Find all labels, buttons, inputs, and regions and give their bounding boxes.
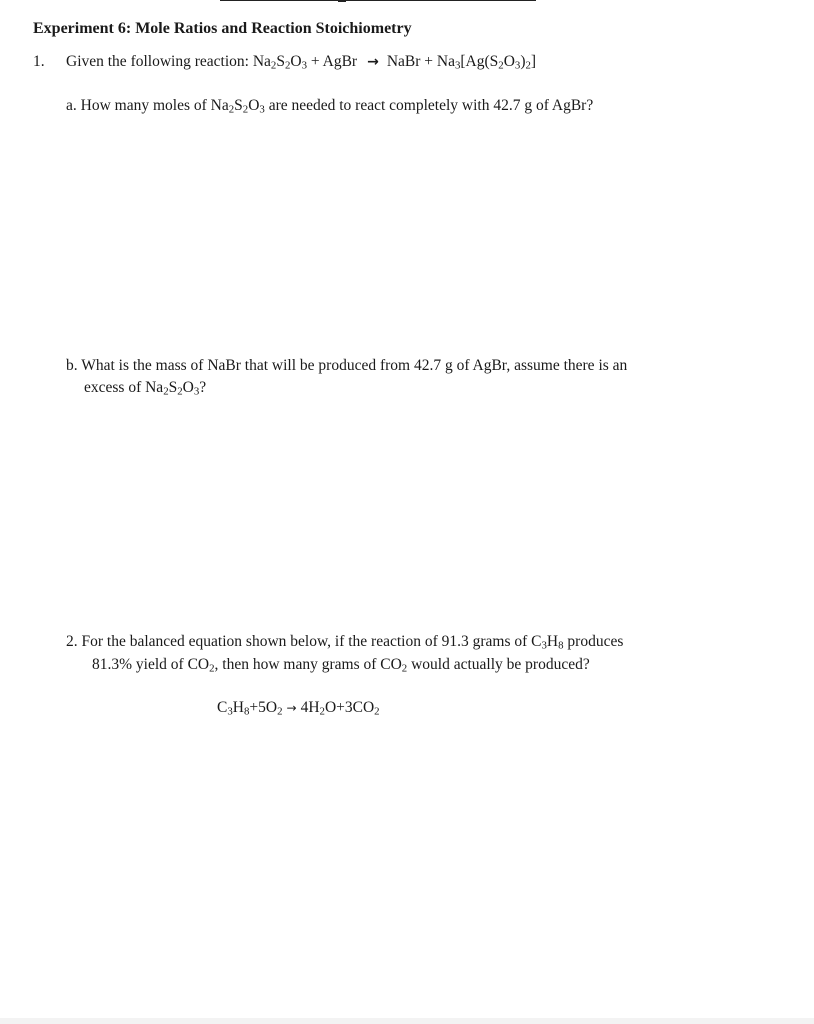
page-title: Experiment 6: Mole Ratios and Reaction Stoichiometry (33, 20, 412, 37)
question-1-number: 1. (33, 53, 45, 70)
top-rule (220, 0, 536, 1)
page-bottom-edge (0, 1018, 814, 1024)
top-rule-mark (338, 0, 346, 2)
question-1b-line-2: excess of $Na_2S_2O_3$? (84, 379, 207, 398)
reaction-arrow-icon: → (367, 54, 379, 70)
question-1-reaction: Given the following reaction: $Na_2S_2O_3$ + AgBr → NaBr + $Na_3[Ag(S_2O_3)_2]$ (66, 53, 537, 72)
question-2-line-1: 2. For the balanced equation shown below, if the reaction of 91.3 grams of $C_3H_8$ produces (66, 633, 624, 652)
question-1a: a. How many moles of $Na_2S_2O_3$ are needed to react completely with 42.7 g of AgBr? (66, 97, 594, 116)
question-2-line-2: 81.3% yield of $CO_2$, then how many grams of $CO_2$ would actually be produced? (92, 656, 590, 675)
question-1b-line-1: b. What is the mass of NaBr that will be produced from 42.7 g of AgBr, assume there is an (66, 357, 628, 374)
combustion-equation: $C_3H_8+5O_2 \to 4H_2O+3CO_2$ (217, 699, 380, 718)
equation-arrow-icon: → (286, 701, 297, 715)
